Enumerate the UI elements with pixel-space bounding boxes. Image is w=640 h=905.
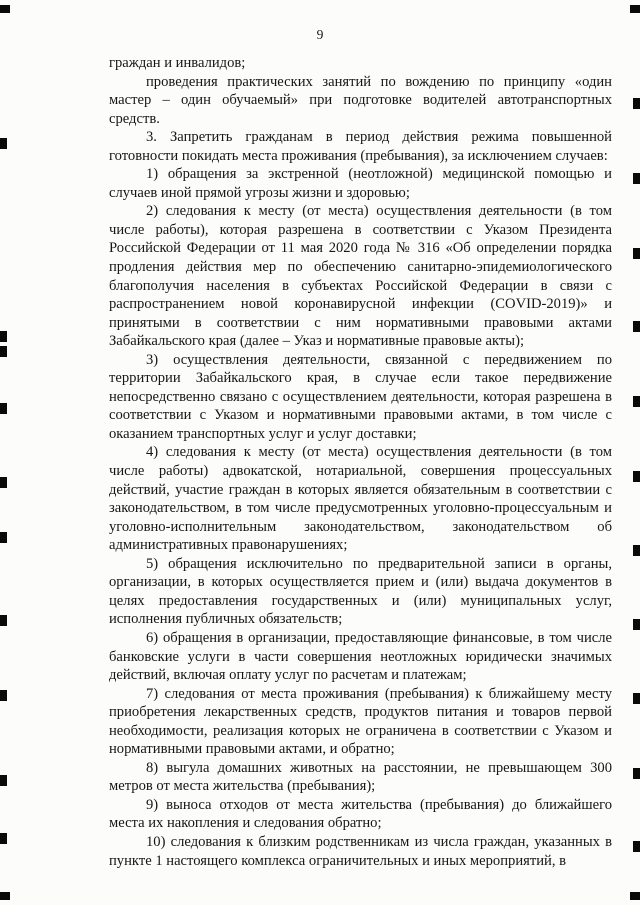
scan-mark [0,615,7,626]
scan-mark [633,98,640,109]
subclause-7: 7) следования от места проживания (пребывания) к ближайшему месту приобретения лекарственных средств, продуктов питания и товаров первой необходимости, реализация которых не ограничена в соответствии с Указом и нормативными правовыми актами, и обратно; [109,685,612,758]
scan-mark [633,841,640,852]
scan-mark [0,403,7,414]
scan-mark [0,532,7,543]
subclause-3: 3) осуществления деятельности, связанной с передвижением по территории Забайкальского края, в случае если такое передвижение непосредственно связано с осуществлением деятельности, которая разрешена в соответствии с Указом и нормативными правовыми актами, в том числе с оказанием транспортных услуг и услуг доставки; [109,351,612,442]
subclause-9: 9) выноса отходов от места жительства (пребывания) до ближайшего места их накопления и следования обратно; [109,796,612,832]
document-body [109,54,612,870]
scan-mark [633,396,640,407]
scan-mark [633,768,640,779]
paragraph-continuation: граждан и инвалидов; [109,55,246,71]
subclause-2: 2) следования к месту (от места) осуществления деятельности (в том числе работы), которая разрешена в соответствии с Указом Президента Российской Федерации от 11 мая 2020 года № 316 «Об определении порядка продления действия мер по обеспечению санитарно-эпидемиологического благополучия населения в субъектах Российской Федерации в связи с распространением новой коронавирусной инфекции (COVID-2019)» и принятыми в соответствии с ним нормативными правовыми актами Забайкальского края (далее – Указ и нормативные правовые акты); [109,203,612,350]
paragraph-driving-lessons: проведения практических занятий по вождению по принципу «один мастер – один обучаемый» при подготовке водителей автотранспортных средств. [109,73,612,127]
scan-mark [0,892,10,900]
subclause-8: 8) выгула домашних животных на расстоянии, не превышающем 300 метров от места жительства (пребывания); [109,759,612,795]
subclause-10: 10) следования к близким родственникам из числа граждан, указанных в пункте 1 настоящего комплекса ограничительных и иных мероприятий, в [109,833,612,869]
scan-mark [633,471,640,482]
scan-mark [0,346,7,357]
scan-mark [633,693,640,704]
scan-mark [0,833,7,844]
scan-mark [0,477,7,488]
scan-mark [0,331,7,342]
subclause-1: 1) обращения за экстренной (неотложной) медицинской помощью и случаев иной прямой угрозы жизни и здоровью; [109,166,612,201]
scan-mark [633,321,640,332]
clause-3-intro: 3. Запретить гражданам в период действия режима повышенной готовности покидать места проживания (пребывания), за исключением случаев: [109,129,612,164]
scan-mark [0,690,7,701]
scan-mark [633,173,640,184]
page-number: 9 [316,27,324,42]
subclause-6: 6) обращения в организации, предоставляющие финансовые, в том числе банковские услуги в части совершения неотложных юридически значимых действий, включая оплату услуг по расчетам и платежам; [109,629,612,684]
scan-mark [0,5,10,13]
scan-mark [0,775,7,786]
subclause-4: 4) следования к месту (от места) осуществления деятельности (в том числе работы) адвокатской, нотариальной, совершения процессуальных действий, участие граждан в которых является обязательным в соответствии с законодательством, в том числе предусмотренных уголовно-процессуальным и уголовно-исполнительным законодательством, законодательством об административных правонарушениях; [109,444,612,554]
scan-mark [0,138,7,149]
scan-mark [633,545,640,556]
scan-mark [630,892,640,900]
scan-mark [630,5,640,13]
scan-mark [633,248,640,259]
scan-mark [633,619,640,630]
subclause-5: 5) обращения исключительно по предварительной записи в органы, организации, в которых осуществляется прием и (или) выдача документов в целях предоставления государственных и (или) муниципальных услуг, исполнения публичных обязательств; [109,555,612,628]
